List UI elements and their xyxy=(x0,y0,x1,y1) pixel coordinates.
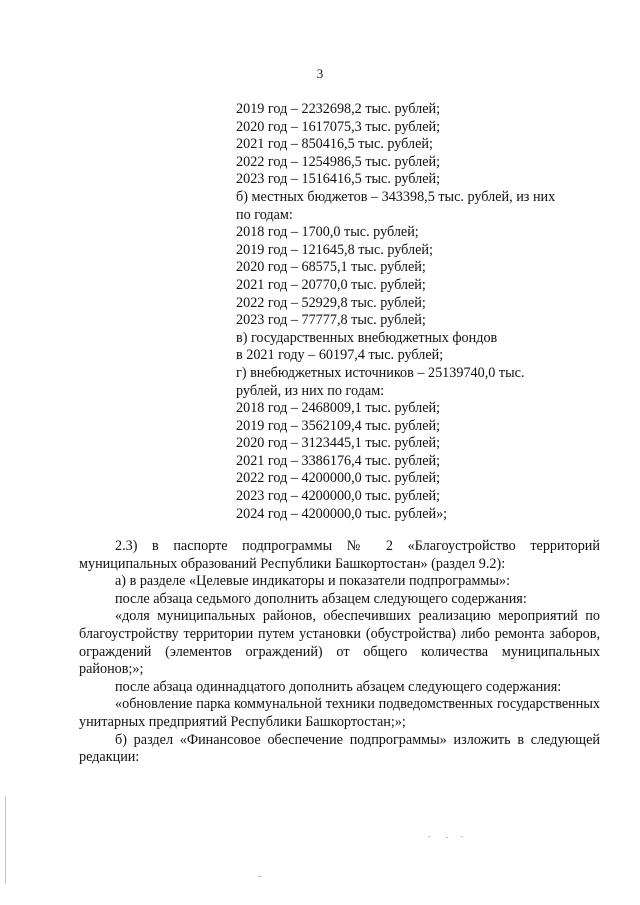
budget-line: б) местных бюджетов – 343398,5 тыс. рублей, из них xyxy=(236,188,556,205)
budget-line: 2019 год – 121645,8 тыс. рублей; xyxy=(236,241,433,258)
budget-breakdown xyxy=(236,101,596,523)
budget-line: 2020 год – 3123445,1 тыс. рублей; xyxy=(236,435,441,452)
scan-margin-mark xyxy=(5,796,6,884)
paragraph-target-indicators: а) в разделе «Целевые индикаторы и показатели подпрограммы»: xyxy=(115,573,511,590)
scan-artifact xyxy=(258,876,261,877)
budget-line: 2023 год – 77777,8 тыс. рублей; xyxy=(236,312,426,329)
budget-line: 2019 год – 2232698,2 тыс. рублей; xyxy=(236,101,441,117)
budget-line: 2018 год – 2468009,1 тыс. рублей; xyxy=(236,400,441,417)
page-number: 3 xyxy=(316,66,324,81)
budget-line: 2022 год – 4200000,0 тыс. рублей; xyxy=(236,470,441,487)
paragraph-fleet-renewal: «обновление парка коммунальной техники подведомственных государственных унитарных предприятий Республики Башкортостан;»; xyxy=(79,696,600,730)
scan-artifact xyxy=(446,837,448,838)
budget-line: в 2021 году – 60197,4 тыс. рублей; xyxy=(236,347,444,364)
scan-artifact xyxy=(461,836,463,837)
paragraph-share-of-districts: «доля муниципальных районов, обеспечивших реализацию мероприятий по благоустройству территории путем установки (обустройства) либо ремонта заборов, ограждений (элементов ограждений) от общего количества муниципальных районов;»; xyxy=(79,608,600,678)
budget-line: 2021 год – 3386176,4 тыс. рублей; xyxy=(236,452,441,469)
budget-line: 2019 год – 3562109,4 тыс. рублей; xyxy=(236,417,441,434)
paragraph-subprogram-passport: 2.3) в паспорте подпрограммы № 2 «Благоустройство территорий муниципальных образований Республики Башкортостан» (раздел 9.2): xyxy=(79,538,600,572)
budget-line: 2023 год – 4200000,0 тыс. рублей; xyxy=(236,488,441,505)
budget-line: г) внебюджетных источников – 25139740,0 тыс. xyxy=(236,364,525,381)
budget-line: 2018 год – 1700,0 тыс. рублей; xyxy=(236,224,419,241)
paragraph-financial-section: б) раздел «Финансовое обеспечение подпрограммы» изложить в следующей редакции: xyxy=(79,731,600,766)
budget-line: 2022 год – 52929,8 тыс. рублей; xyxy=(236,294,426,311)
budget-line: 2024 год – 4200000,0 тыс. рублей»; xyxy=(236,505,448,522)
budget-line: 2020 год – 68575,1 тыс. рублей; xyxy=(236,259,426,276)
budget-line: в) государственных внебюджетных фондов xyxy=(236,329,498,346)
paragraph-after-eleventh: после абзаца одиннадцатого дополнить абзацем следующего содержания: xyxy=(115,678,562,695)
budget-line: по годам: xyxy=(236,206,293,223)
paragraph-after-seventh: после абзаца седьмого дополнить абзацем следующего содержания: xyxy=(115,590,527,607)
budget-line: 2021 год – 20770,0 тыс. рублей; xyxy=(236,276,426,293)
budget-line: 2020 год – 1617075,3 тыс. рублей; xyxy=(236,118,441,135)
scan-artifact xyxy=(428,836,430,837)
budget-line: 2021 год – 850416,5 тыс. рублей; xyxy=(236,136,433,153)
budget-line: 2022 год – 1254986,5 тыс. рублей; xyxy=(236,153,441,170)
budget-line: 2023 год – 1516416,5 тыс. рублей; xyxy=(236,171,441,188)
budget-line: рублей, из них по годам: xyxy=(236,382,385,399)
document-body xyxy=(79,538,600,767)
